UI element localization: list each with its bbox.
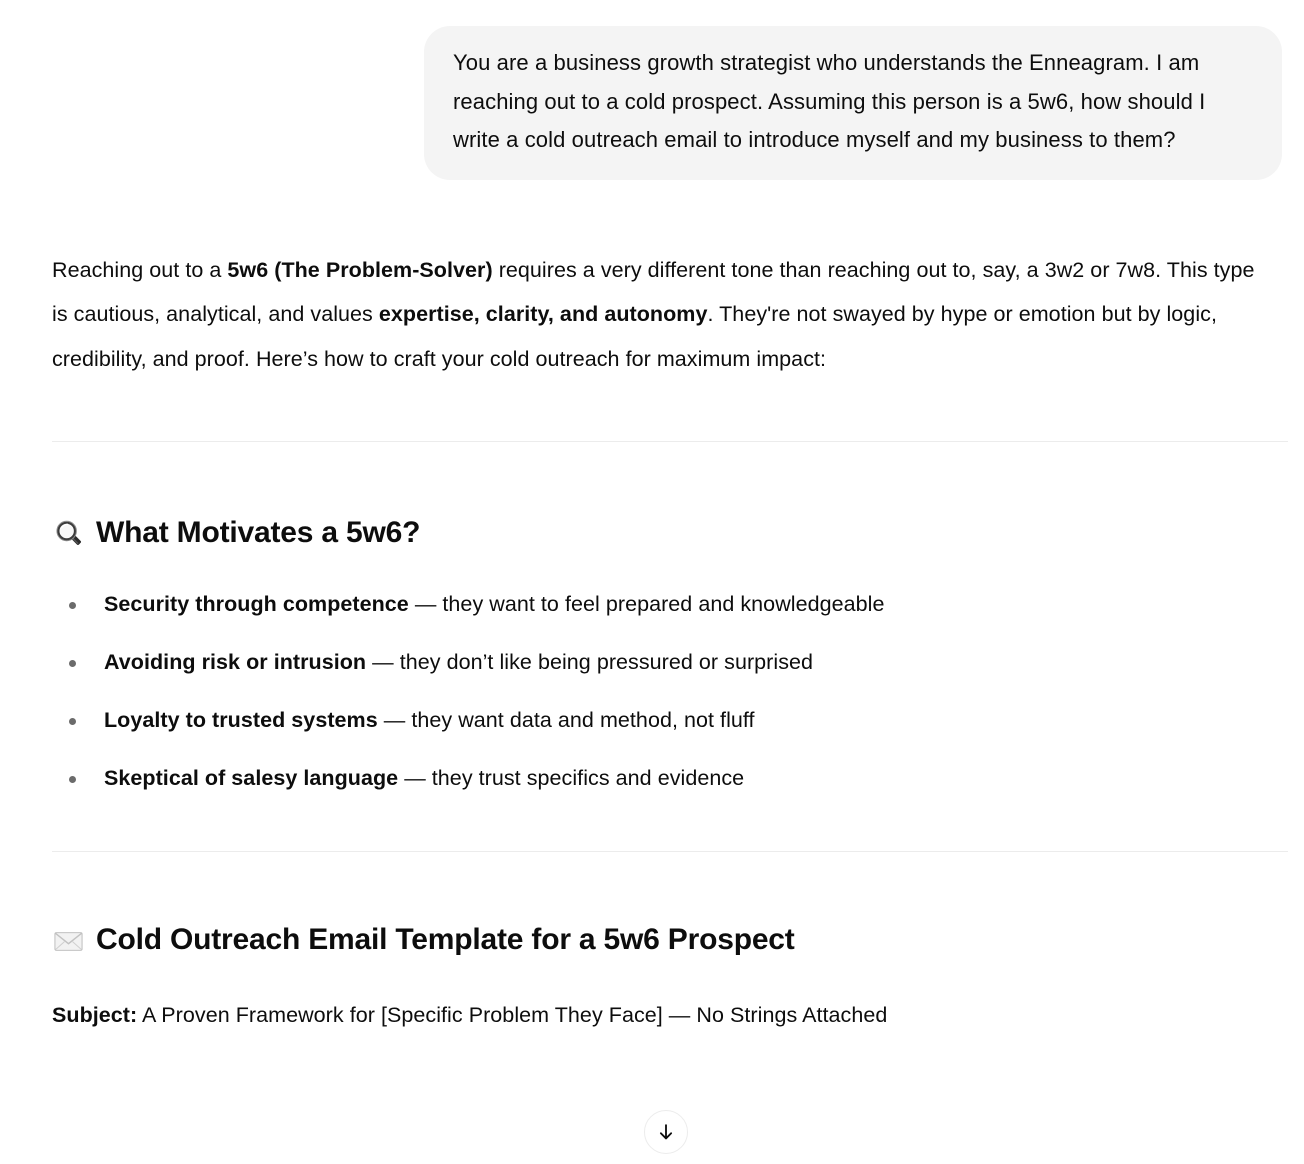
- section-divider-1: [52, 441, 1288, 442]
- intro-text-3: . They're not swayed by hype or emotion but by logic, credibility, and proof. Here’s how to craft your cold outreach for maximum impact:: [52, 302, 1217, 371]
- subject-label: Subject:: [52, 1003, 138, 1027]
- motivations-list: [0, 589, 1304, 793]
- bullet-desc: they want to feel prepared and knowledgeable: [442, 592, 885, 616]
- bullet-dash: —: [408, 592, 443, 616]
- section-heading-motivates: [0, 514, 1304, 552]
- user-message-bubble[interactable]: You are a business growth strategist who understands the Enneagram. I am reaching out to a cold prospect. Assuming this person is a 5w6, how should I write a cold outreach email to introduce myself and my business to them?: [424, 26, 1282, 180]
- section-divider-2: [52, 851, 1288, 852]
- bullet-dash: —: [366, 650, 400, 674]
- list-item: [0, 763, 1304, 793]
- section-heading-motivates-label: What Motivates a 5w6?: [96, 516, 421, 549]
- magnifying-glass-icon: [52, 518, 85, 551]
- bullet-term: Security through competence: [104, 592, 409, 616]
- bullet-dash: —: [398, 766, 432, 790]
- list-item: [0, 705, 1304, 735]
- intro-bold-values: expertise, clarity, and autonomy: [378, 302, 708, 326]
- list-item: [0, 647, 1304, 677]
- list-item: [0, 589, 1304, 619]
- intro-text-1: Reaching out to a: [52, 257, 228, 282]
- scroll-to-bottom-button[interactable]: [644, 1110, 688, 1154]
- envelope-icon: [52, 925, 85, 958]
- arrow-down-icon: [655, 1121, 677, 1143]
- intro-bold-type: 5w6 (The Problem-Solver): [227, 257, 493, 282]
- bullet-dash: —: [377, 708, 412, 732]
- user-message-row: [0, 0, 1304, 180]
- bullet-term: Avoiding risk or intrusion: [104, 650, 367, 674]
- email-subject-line: [0, 1000, 1304, 1030]
- section-heading-email-template-label: Cold Outreach Email Template for a 5w6 Prospect: [96, 923, 795, 956]
- bullet-term: Skeptical of salesy language: [104, 766, 399, 790]
- bullet-desc: they trust specifics and evidence: [431, 766, 745, 790]
- bullet-desc: they want data and method, not fluff: [411, 708, 755, 732]
- intro-paragraph: [52, 180, 1262, 382]
- bullet-term: Loyalty to trusted systems: [104, 708, 378, 732]
- assistant-message: [0, 180, 1304, 382]
- subject-value: A Proven Framework for [Specific Problem They Face] — No Strings Attached: [137, 1003, 888, 1027]
- intro-text-2: requires a very different tone than reaching out to, say, a 3w2 or 7w8. This type is cautious, analytical, and values: [52, 257, 1255, 326]
- bullet-desc: they don’t like being pressured or surprised: [399, 650, 814, 674]
- section-heading-email-template: [0, 921, 1304, 959]
